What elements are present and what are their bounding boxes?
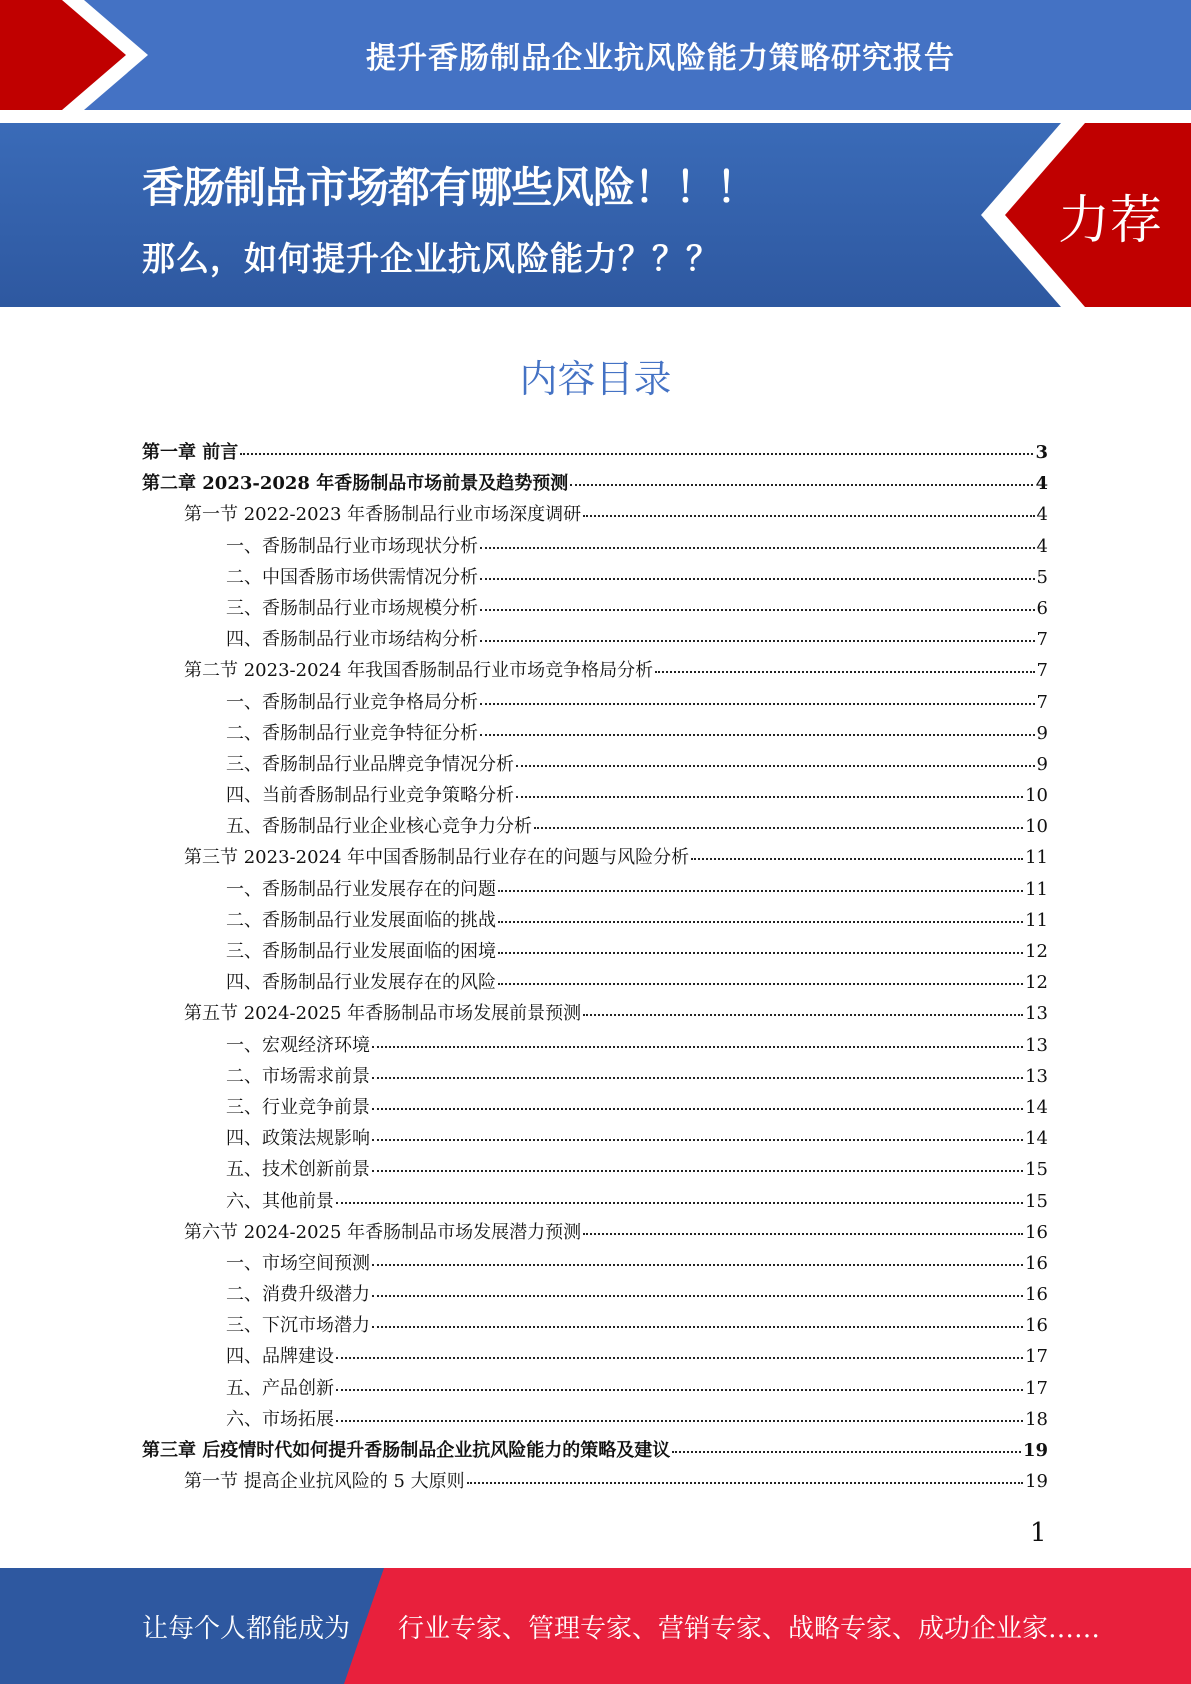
toc-entry-title: 第一节 提高企业抗风险的 5 大原则: [184, 1471, 465, 1493]
report-title: 提升香肠制品企业抗风险能力策略研究报告: [366, 41, 955, 76]
toc-dot-leader: [336, 1202, 1023, 1204]
toc-entry-page: 14: [1025, 1096, 1048, 1118]
toc-entry[interactable]: [142, 749, 1048, 780]
toc-entry[interactable]: [142, 780, 1048, 811]
toc-title: 内容目录: [519, 357, 672, 401]
toc-entry-title: 三、香肠制品行业品牌竞争情况分析: [226, 753, 514, 775]
toc-entry[interactable]: [142, 1186, 1048, 1217]
toc-entry-page: 16: [1025, 1252, 1048, 1274]
toc-entry-page: 11: [1025, 847, 1048, 869]
toc-entry[interactable]: [142, 531, 1048, 562]
toc-dot-leader: [480, 703, 1035, 705]
toc-entry[interactable]: [142, 1466, 1048, 1497]
toc-entry-title: 第五节 2024-2025 年香肠制品市场发展前景预测: [184, 1003, 582, 1025]
toc-entry-page: 4: [1036, 504, 1048, 526]
toc-entry[interactable]: [142, 811, 1048, 842]
toc-dot-leader: [516, 796, 1023, 798]
toc-dot-leader: [336, 1420, 1023, 1422]
toc-entry-page: 16: [1025, 1315, 1048, 1337]
toc-dot-leader: [498, 952, 1023, 954]
toc-entry-page: 13: [1025, 1034, 1048, 1056]
toc-entry-page: 19: [1025, 1471, 1048, 1493]
toc-entry-page: 16: [1025, 1284, 1048, 1306]
footer-slogan-right: 行业专家、管理专家、营销专家、战略专家、成功企业家……: [398, 1613, 1101, 1644]
toc-entry[interactable]: [142, 593, 1048, 624]
toc-entry-page: 6: [1036, 597, 1048, 619]
toc-entry-title: 六、市场拓展: [226, 1408, 334, 1430]
table-of-contents: [142, 437, 1048, 1497]
toc-dot-leader: [498, 890, 1023, 892]
toc-entry-page: 7: [1036, 691, 1048, 713]
toc-dot-leader: [480, 734, 1035, 736]
toc-dot-leader: [372, 1326, 1023, 1328]
toc-entry-title: 一、宏观经济环境: [226, 1034, 370, 1056]
toc-dot-leader: [534, 827, 1023, 829]
toc-entry[interactable]: [142, 468, 1048, 499]
toc-dot-leader: [480, 547, 1035, 549]
toc-entry[interactable]: [142, 1217, 1048, 1248]
toc-entry[interactable]: [142, 1154, 1048, 1185]
toc-entry-title: 三、下沉市场潜力: [226, 1315, 370, 1337]
toc-entry-page: 13: [1025, 1003, 1048, 1025]
toc-dot-leader: [372, 1295, 1023, 1297]
toc-entry-page: 10: [1025, 785, 1048, 807]
toc-entry-title: 二、市场需求前景: [226, 1065, 370, 1087]
toc-entry[interactable]: [142, 1435, 1048, 1466]
toc-entry-page: 5: [1036, 566, 1048, 588]
toc-dot-leader: [372, 1108, 1023, 1110]
toc-dot-leader: [480, 640, 1035, 642]
toc-entry-title: 二、香肠制品行业竞争特征分析: [226, 722, 478, 744]
toc-entry-page: 7: [1036, 660, 1048, 682]
toc-entry-page: 18: [1025, 1408, 1048, 1430]
toc-entry-page: 11: [1025, 878, 1048, 900]
toc-entry[interactable]: [142, 1092, 1048, 1123]
toc-entry[interactable]: [142, 1279, 1048, 1310]
toc-entry[interactable]: [142, 842, 1048, 873]
toc-entry[interactable]: [142, 967, 1048, 998]
toc-dot-leader: [480, 609, 1035, 611]
toc-entry[interactable]: [142, 905, 1048, 936]
toc-entry-title: 第二节 2023-2024 年我国香肠制品行业市场竞争格局分析: [184, 660, 654, 682]
toc-entry-page: 14: [1025, 1128, 1048, 1150]
toc-dot-leader: [583, 1014, 1023, 1016]
toc-dot-leader: [372, 1170, 1023, 1172]
toc-entry[interactable]: [142, 655, 1048, 686]
toc-entry-page: 19: [1022, 1440, 1048, 1461]
toc-entry[interactable]: [142, 1404, 1048, 1435]
toc-entry-title: 三、香肠制品行业发展面临的困境: [226, 941, 496, 962]
toc-dot-leader: [583, 1233, 1023, 1235]
toc-entry[interactable]: [142, 1310, 1048, 1341]
toc-dot-leader: [672, 1451, 1021, 1453]
hero-banner: [0, 123, 1191, 307]
toc-entry[interactable]: [142, 562, 1048, 593]
toc-dot-leader: [372, 1139, 1023, 1141]
toc-entry-title: 一、香肠制品行业竞争格局分析: [226, 691, 478, 713]
toc-entry-title: 一、市场空间预测: [226, 1252, 370, 1274]
toc-entry-page: 4: [1035, 473, 1048, 495]
toc-dot-leader: [480, 578, 1035, 580]
toc-dot-leader: [691, 858, 1023, 860]
toc-dot-leader: [583, 515, 1034, 517]
toc-entry-title: 第三节 2023-2024 年中国香肠制品行业存在的问题与风险分析: [184, 847, 690, 869]
toc-entry[interactable]: [142, 1341, 1048, 1372]
toc-entry-title: 第六节 2024-2025 年香肠制品市场发展潜力预测: [184, 1221, 582, 1243]
toc-dot-leader: [372, 1077, 1023, 1079]
recommend-tag: 力荐: [1058, 191, 1163, 251]
toc-entry[interactable]: [142, 624, 1048, 655]
toc-entry-page: 3: [1035, 442, 1048, 463]
toc-dot-leader: [570, 484, 1033, 486]
toc-entry-title: 五、技术创新前景: [226, 1159, 370, 1181]
toc-entry-title: 四、品牌建设: [226, 1346, 334, 1368]
toc-dot-leader: [655, 671, 1034, 673]
toc-entry-title: 五、香肠制品行业企业核心竞争力分析: [226, 816, 532, 838]
toc-entry-page: 12: [1025, 941, 1048, 962]
toc-dot-leader: [336, 1389, 1023, 1391]
toc-entry-page: 9: [1036, 753, 1048, 775]
toc-entry-title: 第二章 2023-2028 年香肠制品市场前景及趋势预测: [142, 473, 569, 495]
toc-entry-page: 17: [1025, 1346, 1048, 1368]
toc-dot-leader: [336, 1357, 1023, 1359]
toc-entry-title: 五、产品创新: [226, 1377, 334, 1399]
toc-dot-leader: [372, 1264, 1023, 1266]
toc-entry-page: 9: [1036, 722, 1048, 744]
toc-entry[interactable]: [142, 998, 1048, 1029]
toc-dot-leader: [498, 983, 1023, 985]
toc-entry-title: 二、香肠制品行业发展面临的挑战: [226, 909, 496, 931]
toc-entry[interactable]: [142, 687, 1048, 718]
toc-dot-leader: [498, 921, 1023, 923]
page-number: 1: [1030, 1518, 1047, 1548]
toc-entry-page: 4: [1036, 535, 1048, 557]
footer-slogan-left: 让每个人都能成为: [142, 1613, 351, 1644]
toc-entry-page: 10: [1025, 816, 1048, 838]
footer-banner: [0, 1568, 1191, 1684]
toc-entry[interactable]: [142, 1061, 1048, 1092]
toc-entry-title: 二、中国香肠市场供需情况分析: [226, 566, 478, 588]
toc-entry-page: 16: [1025, 1221, 1048, 1243]
toc-entry-page: 13: [1025, 1065, 1048, 1087]
toc-entry[interactable]: [142, 718, 1048, 749]
toc-entry-page: 17: [1025, 1377, 1048, 1399]
toc-entry[interactable]: [142, 936, 1048, 967]
toc-entry-title: 三、香肠制品行业市场规模分析: [226, 597, 478, 619]
toc-entry-page: 15: [1025, 1159, 1048, 1181]
toc-dot-leader: [240, 453, 1033, 455]
toc-entry-title: 第一章 前言: [142, 442, 239, 463]
toc-entry-title: 二、消费升级潜力: [226, 1284, 370, 1306]
toc-entry-title: 一、香肠制品行业发展存在的问题: [226, 878, 496, 900]
toc-entry-title: 四、香肠制品行业市场结构分析: [226, 629, 478, 651]
toc-dot-leader: [516, 765, 1035, 767]
toc-entry-page: 15: [1025, 1190, 1048, 1212]
toc-entry[interactable]: [142, 437, 1048, 468]
hero-subheadline: 那么，如何提升企业抗风险能力？？？: [142, 239, 720, 278]
toc-entry[interactable]: [142, 874, 1048, 905]
top-chevron-shape: [0, 0, 160, 110]
toc-entry-title: 一、香肠制品行业市场现状分析: [226, 535, 478, 557]
toc-entry-title: 三、行业竞争前景: [226, 1096, 370, 1118]
toc-entry-title: 第一节 2022-2023 年香肠制品行业市场深度调研: [184, 504, 582, 526]
toc-entry[interactable]: [142, 1248, 1048, 1279]
hero-headline: 香肠制品市场都有哪些风险！！！: [142, 163, 758, 212]
toc-entry-title: 四、香肠制品行业发展存在的风险: [226, 972, 496, 994]
toc-entry[interactable]: [142, 1373, 1048, 1404]
toc-dot-leader: [467, 1482, 1023, 1484]
toc-entry-title: 四、当前香肠制品行业竞争策略分析: [226, 785, 514, 807]
toc-entry[interactable]: [142, 1030, 1048, 1061]
toc-entry-page: 11: [1025, 909, 1048, 931]
toc-dot-leader: [372, 1046, 1023, 1048]
top-banner: [0, 0, 1191, 110]
toc-entry-title: 四、政策法规影响: [226, 1128, 370, 1150]
toc-entry-page: 7: [1036, 629, 1048, 651]
toc-entry[interactable]: [142, 1123, 1048, 1154]
toc-entry[interactable]: [142, 499, 1048, 530]
toc-entry-page: 12: [1025, 972, 1048, 994]
toc-entry-title: 六、其他前景: [226, 1190, 334, 1212]
toc-entry-title: 第三章 后疫情时代如何提升香肠制品企业抗风险能力的策略及建议: [142, 1440, 671, 1461]
